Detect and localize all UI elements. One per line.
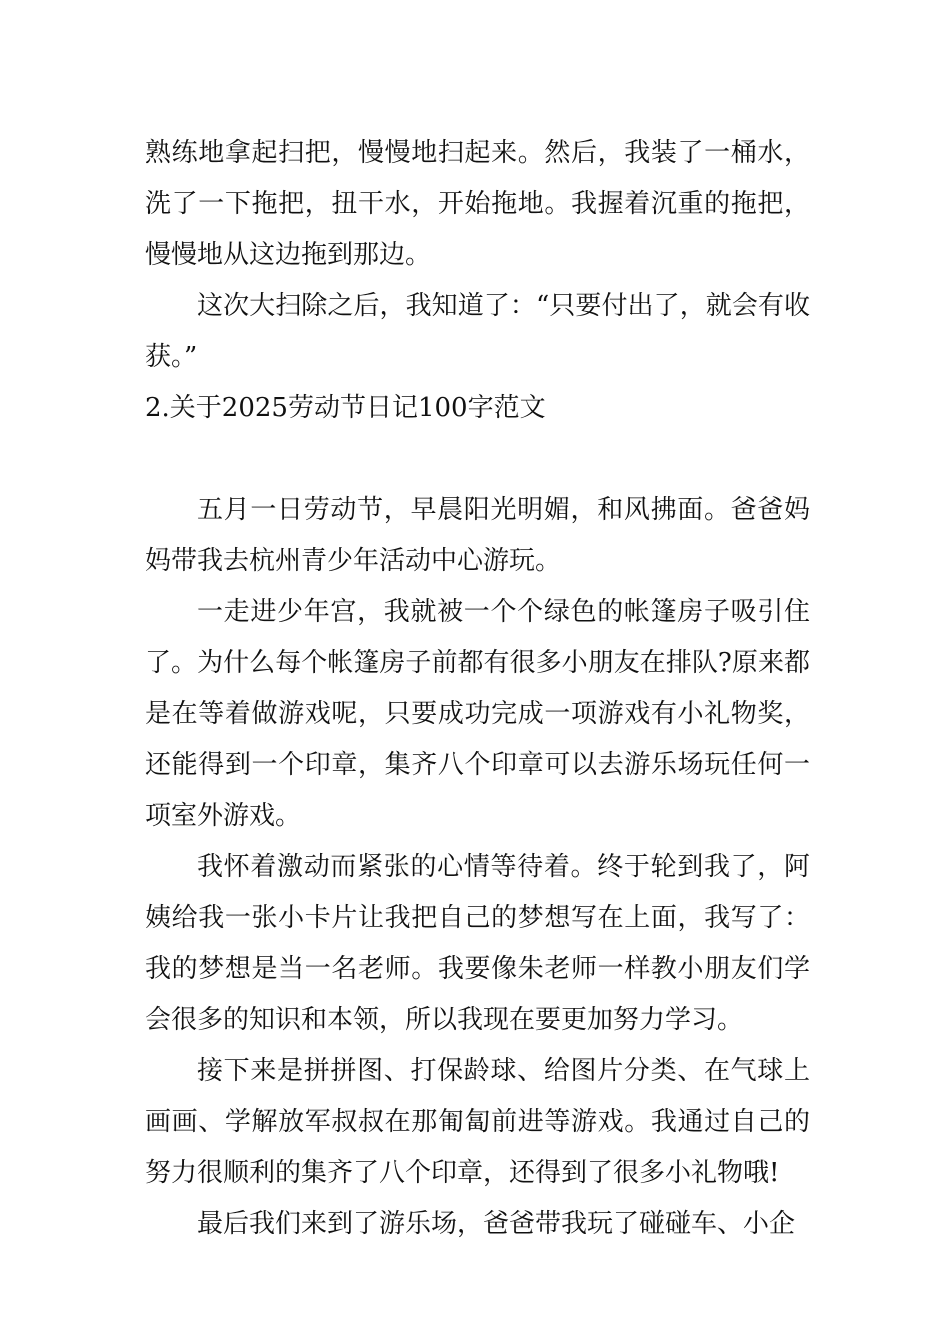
paragraph: 我怀着激动而紧张的心情等待着。终于轮到我了，阿姨给我一张小卡片让我把自己的梦想写在上面，我写了：我的梦想是当一名老师。我要像朱老师一样教小朋友们学会很多的知识和本领，所以我现在要更加努力学习。 [145,852,810,1035]
paragraph: 一走进少年宫，我就被一个个绿色的帐篷房子吸引住了。为什么每个帐篷房子前都有很多小朋友在排队?原来都是在等着做游戏呢，只要成功完成一项游戏有小礼物奖，还能得到一个印章，集齐八个印章可以去游乐场玩任何一项室外游戏。 [145,597,810,831]
paragraph: 接下来是拼拼图、打保龄球、给图片分类、在气球上画画、学解放军叔叔在那匍匐前进等游戏。我通过自己的努力很顺利的集齐了八个印章，还得到了很多小礼物哦! [145,1056,810,1188]
section-heading: 2.关于2025劳动节日记100字范文 [145,393,546,423]
paragraph-continued: 熟练地拿起扫把，慢慢地扫起来。然后，我装了一桶水，洗了一下拖把，扭干水，开始拖地。我握着沉重的拖把，慢慢地从这边拖到那边。 [145,138,810,270]
document-body [145,128,810,1250]
paragraph: 最后我们来到了游乐场，爸爸带我玩了碰碰车、小企 [197,1209,796,1239]
paragraph: 五月一日劳动节，早晨阳光明媚，和风拂面。爸爸妈妈带我去杭州青少年活动中心游玩。 [145,495,810,576]
paragraph-conclusion: 这次大扫除之后，我知道了：“只要付出了，就会有收获。” [145,291,810,372]
blank-line [145,434,810,485]
